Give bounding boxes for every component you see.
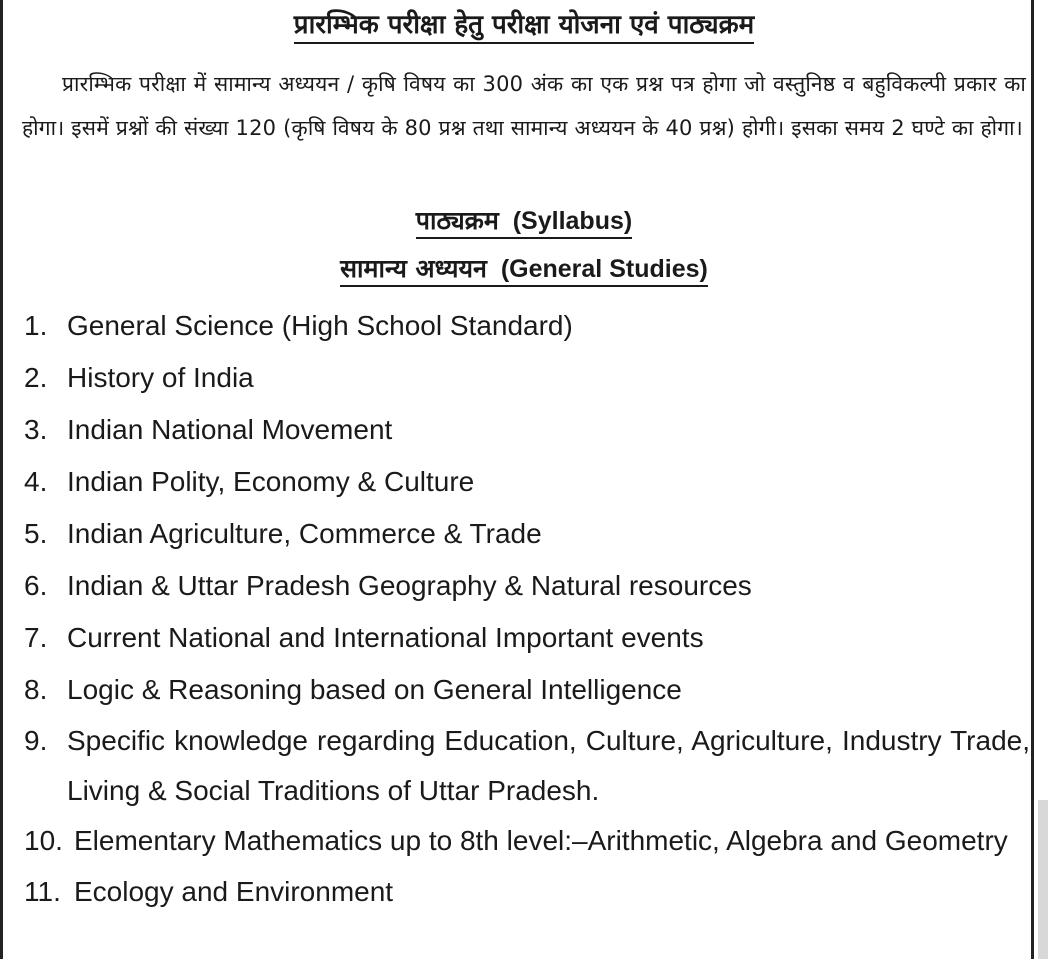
list-item: [24, 716, 1030, 816]
list-item-text: Indian & Uttar Pradesh Geography & Natural resources: [67, 570, 752, 601]
general-studies-heading-english: (General Studies): [500, 255, 708, 283]
list-item-number: 9.: [24, 725, 48, 756]
list-item: [24, 866, 1030, 918]
list-item: [24, 404, 1030, 456]
general-studies-heading-hindi: सामान्य अध्ययन: [340, 254, 487, 283]
list-item-text: Specific knowledge regarding Education, Culture, Agriculture, Industry Trade, Living & Social Traditions of Uttar Pradesh.: [67, 725, 1030, 806]
list-item-number: 6.: [24, 570, 48, 601]
list-item-text: General Science (High School Standard): [67, 310, 573, 341]
list-item-text: Ecology and Environment: [74, 876, 394, 907]
list-item-number: 10.: [24, 825, 63, 856]
list-item: [24, 816, 1030, 866]
list-item-number: 8.: [24, 674, 48, 705]
list-item: [24, 664, 1030, 716]
syllabus-heading: [0, 204, 1048, 238]
list-item: [24, 300, 1030, 352]
syllabus-heading-hindi: पाठ्यक्रम: [415, 206, 499, 235]
list-item-text: Logic & Reasoning based on General Intelligence: [67, 674, 682, 705]
page-title-text: प्रारम्भिक परीक्षा हेतु परीक्षा योजना एवं पाठ्यक्रम: [294, 10, 754, 44]
syllabus-heading-english: (Syllabus): [512, 207, 633, 235]
list-item: [24, 508, 1030, 560]
list-item-number: 1.: [24, 310, 48, 341]
syllabus-list: [24, 300, 1030, 918]
syllabus-heading-underline: [416, 207, 632, 239]
list-item: [24, 352, 1030, 404]
scan-edge-shadow: [1038, 800, 1048, 959]
list-item-text: Indian National Movement: [67, 414, 393, 445]
list-item-number: 11.: [24, 876, 61, 907]
list-item-number: 5.: [24, 518, 48, 549]
list-item-text: History of India: [67, 362, 254, 393]
list-item-number: 4.: [24, 466, 48, 497]
list-item-text: Indian Agriculture, Commerce & Trade: [67, 518, 542, 549]
page-title: [0, 8, 1048, 42]
general-studies-heading-underline: [340, 255, 708, 287]
list-item-number: 3.: [24, 414, 48, 445]
intro-paragraph: प्रारम्भिक परीक्षा में सामान्य अध्ययन / कृषि विषय का 300 अंक का एक प्रश्न पत्र होगा जो वस्तुनिष्ठ व बहुविकल्पी प्रकार का होगा। इसमें प्रश्नों की संख्या 120 (कृषि विषय के 80 प्रश्न तथा सामान्य अध्ययन के 40 प्रश्न) होगी। इसका समय 2 घण्टे का होगा।: [22, 72, 1026, 140]
list-item-number: 2.: [24, 362, 48, 393]
list-item: [24, 560, 1030, 612]
list-item: [24, 612, 1030, 664]
list-item-text: Elementary Mathematics up to 8th level:–Arithmetic, Algebra and Geometry: [74, 825, 1008, 856]
list-item-text: Current National and International Important events: [67, 622, 704, 653]
list-item-text: Indian Polity, Economy & Culture: [67, 466, 475, 497]
general-studies-heading: [0, 252, 1048, 286]
list-item-number: 7.: [24, 622, 48, 653]
list-item: [24, 456, 1030, 508]
